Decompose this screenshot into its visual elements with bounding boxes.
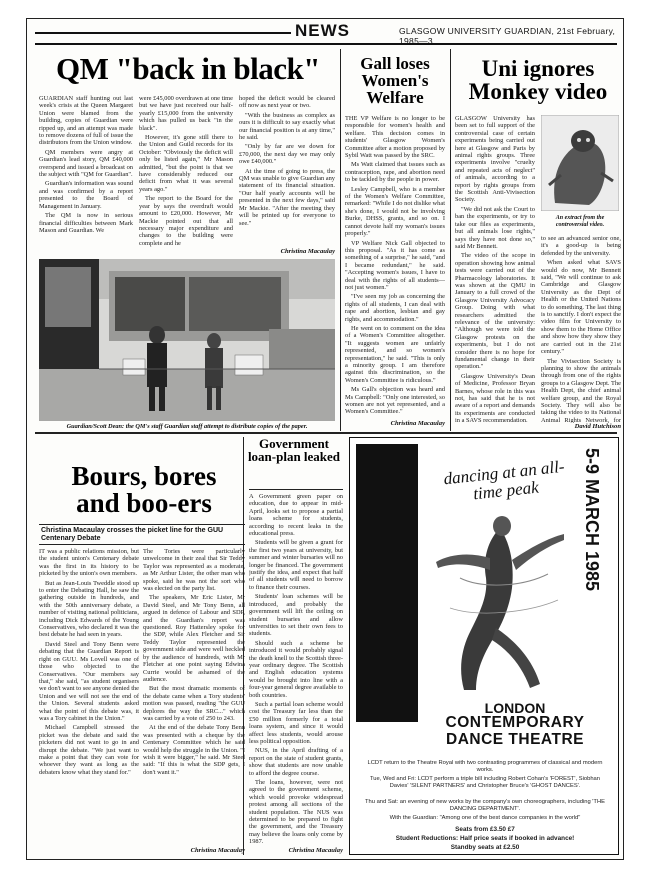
qm-column-1 <box>39 95 133 250</box>
advert-detail: Thu and Sat: an evening of new works by the company's own choreographers, including 'THE DANCING DEPARTMENT'. <box>364 799 606 812</box>
gall-headline: Gall loses Women's Welfare <box>360 54 430 107</box>
advert-tagline: dancing at an all-time peak <box>442 456 566 504</box>
section-tag: NEWS <box>295 21 350 40</box>
advert-detail: LCDT return to the Theatre Royal with two contrasting programmes of classical and modern works. <box>367 760 603 773</box>
bours-headline: Bours, bores and boo-ers <box>71 461 217 518</box>
qm-photo-caption: Guardian/Scott Dean: the QM's staff Guardian staff attempt to distribute copies of the paper. <box>66 423 308 430</box>
loan-paragraph: Should such a scheme be introduced it would probably signal the death knell to the Scottish three-year ordinary degree. The Scottish and English education systems would be brought into line with a four-year general degree available to both countries. <box>249 639 343 699</box>
advert-standby: Standby seats at £2.50 <box>450 844 520 851</box>
section-divider <box>35 432 617 434</box>
qm-paragraph: QM members were angry at Guardian's lead story, QM £40,000 overspend and issued a broadcast on the subject with "QM for Guardian". <box>39 148 133 179</box>
monkey-paragraph: GLASGOW University has been set to full support of the controversial case of certain experiments being carried out here at Glasgow and Paris by animal rights groups. Three experiments involve "cruelty and repeated acts of neglect" of animals, according to a report by rights groups from the Scottish Anti-Vivisection Society. <box>455 115 535 204</box>
bours-paragraph: Michael Campbell stressed the picket was the debate and said the picketers did not want to go in and disrupt the debate. "We just want to make a point that they can vote for whoever they want as long as the debaters know what they stand for." <box>39 724 139 776</box>
gall-paragraph: He went on to comment on the idea of a Women's Committee altogether. "It suggests women are unfairly represented, and so women's representation," he said. "This is only a minority group. I am therefore against this discrimination, so the Women's Committee is ridiculous." <box>345 324 445 384</box>
monkey-paragraph: "We did not ask the Court to ban the experiments, or try to take our files as experiments, but all animals lose rights," says they have not done so," said Mr Bennett. <box>455 205 535 250</box>
advert-company-line-1: LONDON <box>484 700 546 716</box>
monkey-byline: David Hutchison <box>574 423 621 430</box>
qm-paragraph: However, it's gone still there to the Union and Guild records for its October: "Obviously the deficit will only be listed again," Mr Mason admitted, "but the point is that we have considerably reduced our deficit from what it was several years ago." <box>139 134 233 193</box>
bours-column-2 <box>143 548 245 844</box>
theatre-advert <box>349 437 619 855</box>
gall-column <box>345 115 445 417</box>
bours-column-1 <box>39 548 139 852</box>
top-rule <box>35 43 617 45</box>
qm-headline: QM "back in black" <box>56 51 320 86</box>
qm-photo <box>39 259 335 421</box>
qm-paragraph: The QM is now in serious financial difficulties between Mark Mason and Guardian. We <box>39 212 133 234</box>
gall-paragraph: THE VP Welfare is no longer to be responsible for women's health and welfare. This decision comes in students' Glasgow Women's Committee after a motion proposed by Sybil Watt was passed by the SRC. <box>345 115 445 160</box>
loan-headline: Government loan-plan leaked <box>247 436 341 464</box>
bours-strap: Christina Macaulay crosses the picket line for the GUU Centenary Debate <box>41 527 224 542</box>
monkey-paragraph: Glasgow University's Dean of Medicine, Professor Bryan Barnes, whose role in this was not, has said that he is not aware of a report and demands its experiments are conducted in a SAVS recommendation. <box>455 372 535 425</box>
gall-paragraph: Ms Gall's objection was heard and Ms Campbell: "Only one interested, so women are not yet represented, and a Women's Committee." <box>345 386 445 416</box>
qm-paragraph: Guardian's information was sound and was confirmed by a report presented to the Board of Management in January. <box>39 180 133 210</box>
advert-company-line-2: CONTEMPORARY DANCE THEATRE <box>445 714 585 748</box>
gall-paragraph: Lesley Campbell, who is a member of the Women's Welfare Committee, remarked: "While I do not dislike what she's done, I would not be involving Burke, DHSS, grants, and so on. I cannot devote half my woman's issues properly." <box>345 185 445 238</box>
monkey-paragraph: to see an advanced senior one, it's a good-up is being defended by the university. <box>541 235 621 257</box>
loan-column <box>249 493 343 845</box>
monkey-video-image <box>541 115 619 211</box>
strap-rule <box>39 544 245 545</box>
qm-column-3 <box>239 95 335 245</box>
qm-byline: Christina Macaulay <box>280 248 335 255</box>
loan-paragraph: A Government green paper on education, due to appear in mid-April, looks set to propose a partial loans scheme for students, according to recent leaks in the educational press. <box>249 493 343 538</box>
gall-byline: Christina Macaulay <box>390 420 445 427</box>
loan-paragraph: Such a partial loan scheme would cost the Treasury far less than the £50 million formerly for a total loans system, and since it would affect less students, would arouse less political opposition. <box>249 700 343 745</box>
loan-paragraph: NUS, in the April drafting of a report on the state of student grants, show that students are now unable to afford the degree course. <box>249 747 343 777</box>
bours-byline: Christina Macaulay <box>190 847 245 854</box>
qm-paragraph: hoped the deficit would be cleared off now as next year or two. <box>239 95 335 110</box>
bours-paragraph: The speakers, Mr Eric Lister, Mr David Steel, and Mr Tony Benn, all argued in defence of Labour and SDP, and the Guardian's report was questioned. Roy Hattersley spoke for the SDP, while Alex Fletcher and Sir Teddy Taylor represented the government side and were well heckled by the audience of hundreds, with Mr Fletcher at one point saying Edwina Currie would be ashamed of the audience. <box>143 594 245 683</box>
loan-paragraph: Students will be given a grant for the first two years at university, but summer and winter bursaries will no longer be financed. The government justify the idea, and expect that half of all students will need to borrow to finance their courses. <box>249 539 343 591</box>
qm-paragraph: The report to the Board for the year by says the overdraft would amount to £20,000. However, Mr Mackie pointed out that all necessary major expenditure and changes to the building were complete and he <box>139 195 233 247</box>
bours-paragraph: The Tories were particularly unwelcome in their zeal that Sir Teddy Taylor was represented as a moderate, as Mr Arthur Lister, the other man who spoke, said he was not the sort who was elected on the party list. <box>143 548 245 593</box>
bours-paragraph: But as Jean-Louis Tweddle stood up to enter the Debating Hall, he saw the gathering outside in hundreds, and with the 50th anniversary debate, a number of visiting national politicians, including Dick Edwards of the Young Conservatives, who declared it was the best debate he had seen in years. <box>39 579 139 639</box>
dancer-illustration <box>430 508 570 698</box>
advert-dates: 5-9 MARCH 1985 <box>582 448 602 592</box>
qm-paragraph: GUARDIAN staff hunting out last week's crisis at the Queen Margaret Union were blamed from the building, copies of Guardian were ripped up, and an attempt was made to remove dozens of full of issue the distributors from the Union window. <box>39 95 133 147</box>
column-rule <box>450 49 451 431</box>
loan-paragraph: The loans, however, were not agreed to the government scheme, which would provoke widespread protest among all sections of the student population. The NUS was determined to be prepared to fight the government, and the Treasury may believe the loans only come by 1987. <box>249 779 343 845</box>
bours-paragraph: David Steel and Tony Benn were debating that the Guardian Report is right on GUU. Ms Lovell was one of those who objected to the Conservatives. "Our members say that," she said, "as student organisers we don't want to see anyone denied the Union and we will not see the end of the Union. Several students asked what the point of this debate was, it was a Tory cabinet in the Union." <box>39 640 139 722</box>
monkey-paragraph: The Vivisection Society is planning to show the animals through from one of the rights groups to a Glasgow Dept. The Health Dept, the chief animal welfare group, and the Royal Society. They will also be taking the video to its National Animal Rights Network, for <box>541 357 621 423</box>
column-rule <box>243 437 244 855</box>
strap-rule <box>39 524 245 525</box>
advert-student-offer: Student Reductions: Half price seats if booked in advance! <box>395 835 575 842</box>
qm-paragraph: At the time of going to press, the QM was unable to give Guardian any statement of its financial situation. "Our half yearly accounts will be presented in the next few days," said Mr Mackie. "After the meeting they will be printed up for everyone to see." <box>239 167 335 227</box>
loan-paragraph: Students' loan schemes will be introduced, and probably the government will lift the ceiling on student bursaries and allow universities to set their own fees to students. <box>249 593 343 638</box>
monkey-photo-caption: An extract from the controversial video. <box>555 215 605 228</box>
monkey-paragraph: When asked what SAVS would do now, Mr Bennett said, "We will continue to ask Cambridge and Glasgow University as the Dept of Health or the United Nations to do something. The last thing is to sanctify. I don't expect the video film for University to show them to the Home Office and show how they show they are carried out in the 21st century." <box>541 259 621 356</box>
monkey-headline: Uni ignores Monkey video <box>468 56 608 104</box>
monkey-column-2 <box>541 235 621 423</box>
qm-photo-image <box>39 259 335 421</box>
gall-paragraph: Ms Watt claimed that issues such as contraception, rape, and abortion need to be tackled by the people in power. <box>345 161 445 184</box>
advert-dates-box <box>572 448 612 638</box>
qm-paragraph: "With the business as complex as ours it is difficult to say exactly what our financial position is at any time," he said. <box>239 111 335 142</box>
loan-byline: Christina Macaulay <box>288 847 343 854</box>
bours-paragraph: But the most dramatic moments of the debate came when a Tory students' motion was passed, reading "the GUU deplores the way the SRC..." which was carried by a vote of 250 to 243. <box>143 685 245 722</box>
qm-column-2 <box>139 95 233 250</box>
monkey-column-1 <box>455 115 535 425</box>
gall-paragraph: "I've seen my job as concerning the rights of all students, I can deal with rape and abortion, lesbian and gay rights, and accommodation." <box>345 293 445 323</box>
bours-paragraph: IT was a public relations mission, but the student union's Centenary debate was the first in its history to be picketed by the union's own members. <box>39 548 139 578</box>
newspaper-page <box>26 18 624 860</box>
bours-paragraph: At the end of the debate Tony Benn was presented with a cheque by the Centenary Committee which he said would help the struggle in the Union. "I wish it were bigger," he said. Mr Steel said: "If this is what the SDP gets, I don't want it." <box>143 724 245 776</box>
issue-line: GLASGOW UNIVERSITY GUARDIAN, 21st February, 1985—3 <box>399 26 616 46</box>
monkey-paragraph: The video of the scope in operation showing how animal tests were carried out of the Pharmacology laboratories. It was shown at the QMU in January to a full crowd of the Glasgow University Advocacy Group. Doing with what researchers admitted the relevance of the university: "Although we were told the Glasgow protests on the experiments, but I do not consider there is no hope for fundamental change in their operation." <box>455 252 535 371</box>
qm-paragraph: were £45,000 overdrawn at one time but we have just received our half-yearly £15,000 from the university which has pulled us back "in the black". <box>139 95 233 132</box>
advert-venue-band <box>356 444 418 722</box>
advert-detail: With the Guardian: "Among one of the best dance companies in the world" <box>389 815 581 821</box>
masthead <box>27 19 624 46</box>
gall-paragraph: VP Welfare Nick Gall objected to this proposal. "As it has come as something of a surprise," he said, "and I became redundant," he said. "Accepting women's issues, I have to deal with the rights of all students—not just women." <box>345 239 445 291</box>
masthead-rule <box>35 32 291 34</box>
column-rule <box>340 49 341 431</box>
qm-paragraph: "Only by far are we down for £70,000, the next day we may only owe £40,000." <box>239 143 335 166</box>
advert-prices: Seats from £3.50 £7 <box>455 826 515 833</box>
headline-rule <box>249 489 343 490</box>
advert-detail: Tue, Wed and Fri: LCDT perform a triple bill including Robert Cohan's 'FOREST', Siobhan Davies' 'SILENT PARTNERS' and Christopher Bruce's 'GHOST DANCES'. <box>369 776 601 789</box>
monkey-video-still <box>541 115 619 211</box>
